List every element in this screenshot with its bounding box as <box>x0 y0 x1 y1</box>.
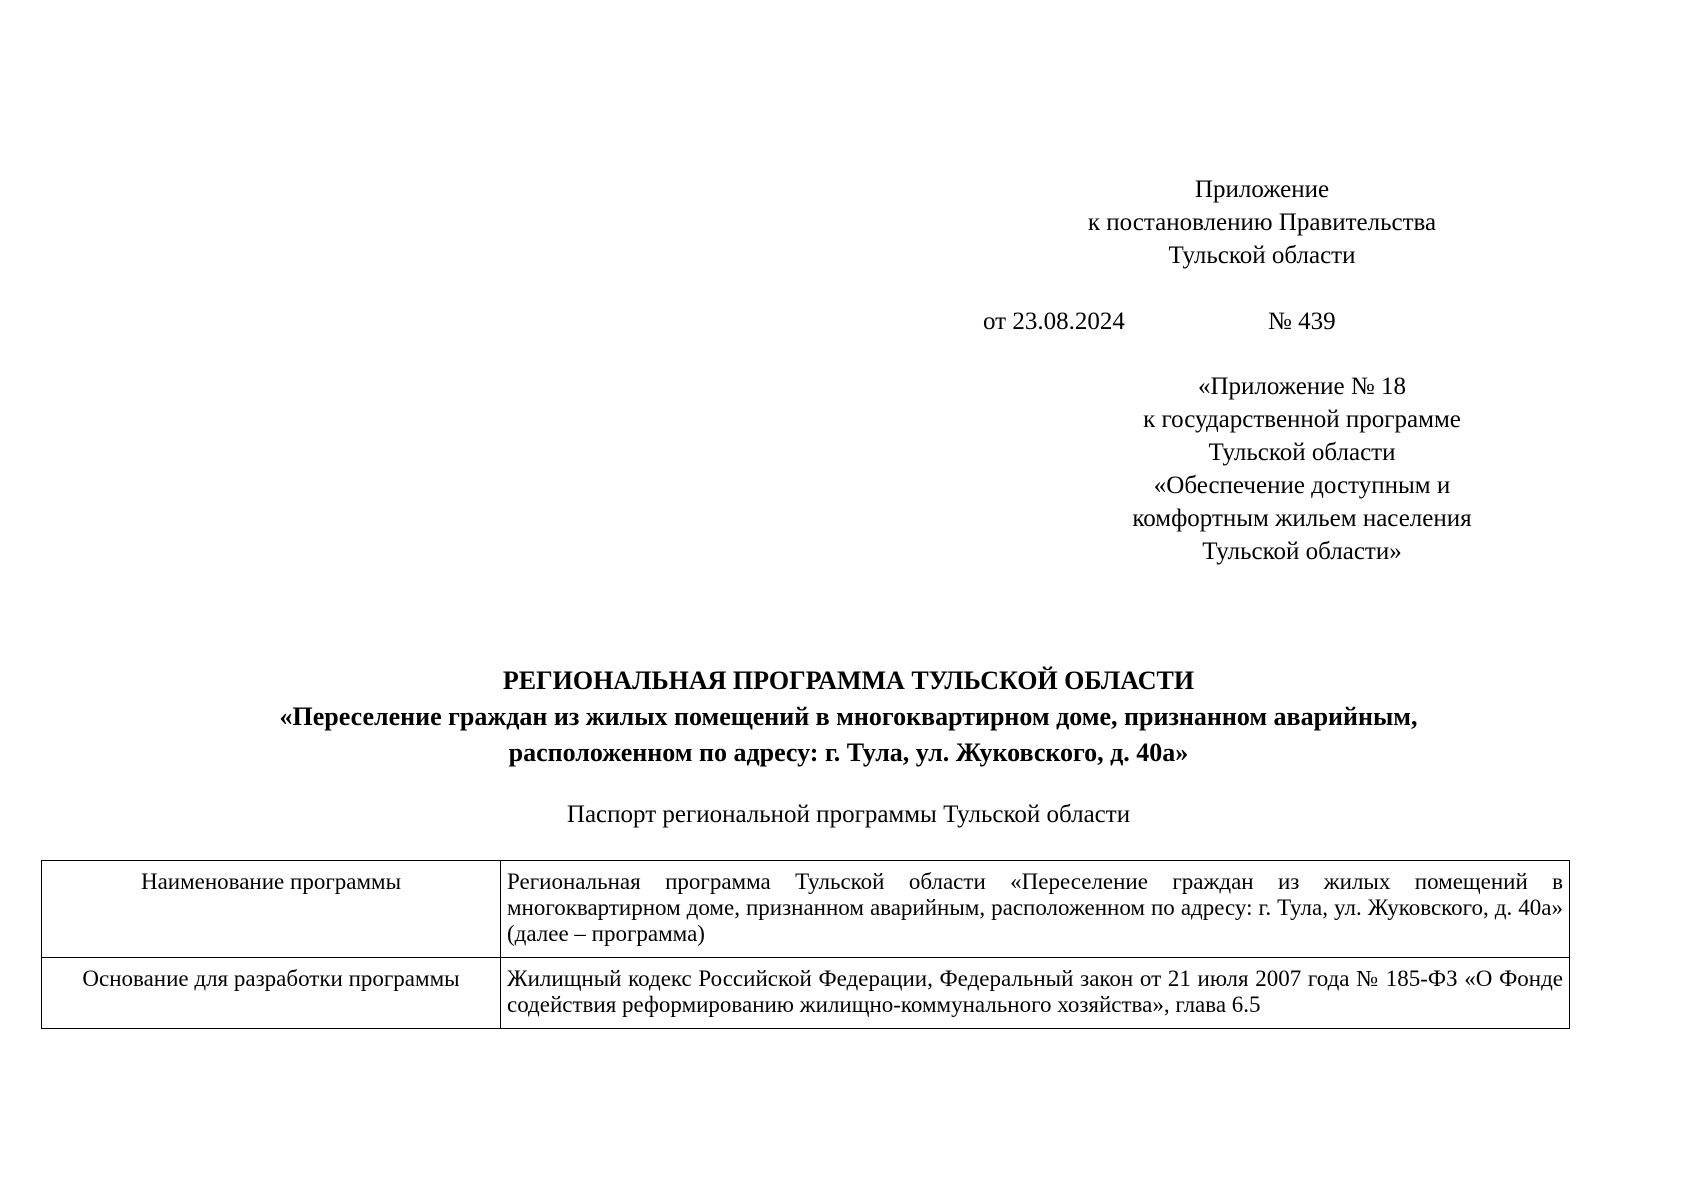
annex-line-6: Тульской области» <box>1202 538 1402 565</box>
annex-line-4: «Обеспечение доступным и <box>1153 472 1451 499</box>
annex-line-2: к государственной программе <box>1143 406 1461 433</box>
annex-line-1: «Приложение № 18 <box>1197 373 1407 400</box>
row-value-program-name: Региональная программа Тульской области «Переселение граждан из жилых помещений в многоквартирном доме, признанном аварийным, расположенном по адресу: г. Тула, ул. Жуковского, д. 40а» (далее – программа) <box>501 861 1570 958</box>
table-row <box>42 958 1570 1029</box>
row-value-basis: Жилищный кодекс Российской Федерации, Федеральный закон от 21 июля 2007 года № 185-ФЗ «О Фонде содействия реформированию жилищно-коммунального хозяйства», глава 6.5 <box>501 958 1570 1029</box>
row-label-basis: Основание для разработки программы <box>42 958 501 1029</box>
title-line-3: расположенном по адресу: г. Тула, ул. Жуковского, д. 40а» <box>508 738 1189 767</box>
title-line-2: «Переселение граждан из жилых помещений в многоквартирном доме, признанном аварийным, <box>279 702 1418 731</box>
row-label-program-name: Наименование программы <box>42 861 501 958</box>
header-line-resolution: к постановлению Правительства <box>1087 209 1437 236</box>
resolution-date: от 23.08.2024 <box>983 308 1125 335</box>
passport-heading: Паспорт региональной программы Тульской области <box>566 801 1131 828</box>
header-line-region: Тульской области <box>1168 242 1356 269</box>
title-line-1: РЕГИОНАЛЬНАЯ ПРОГРАММА ТУЛЬСКОЙ ОБЛАСТИ <box>502 666 1195 695</box>
header-line-annex: Приложение <box>1194 176 1330 203</box>
passport-table <box>41 860 1570 1029</box>
annex-line-3: Тульской области <box>1208 439 1396 466</box>
table-row <box>42 861 1570 958</box>
annex-line-5: комфортным жильем населения <box>1132 505 1472 532</box>
resolution-number: № 439 <box>1268 308 1336 335</box>
